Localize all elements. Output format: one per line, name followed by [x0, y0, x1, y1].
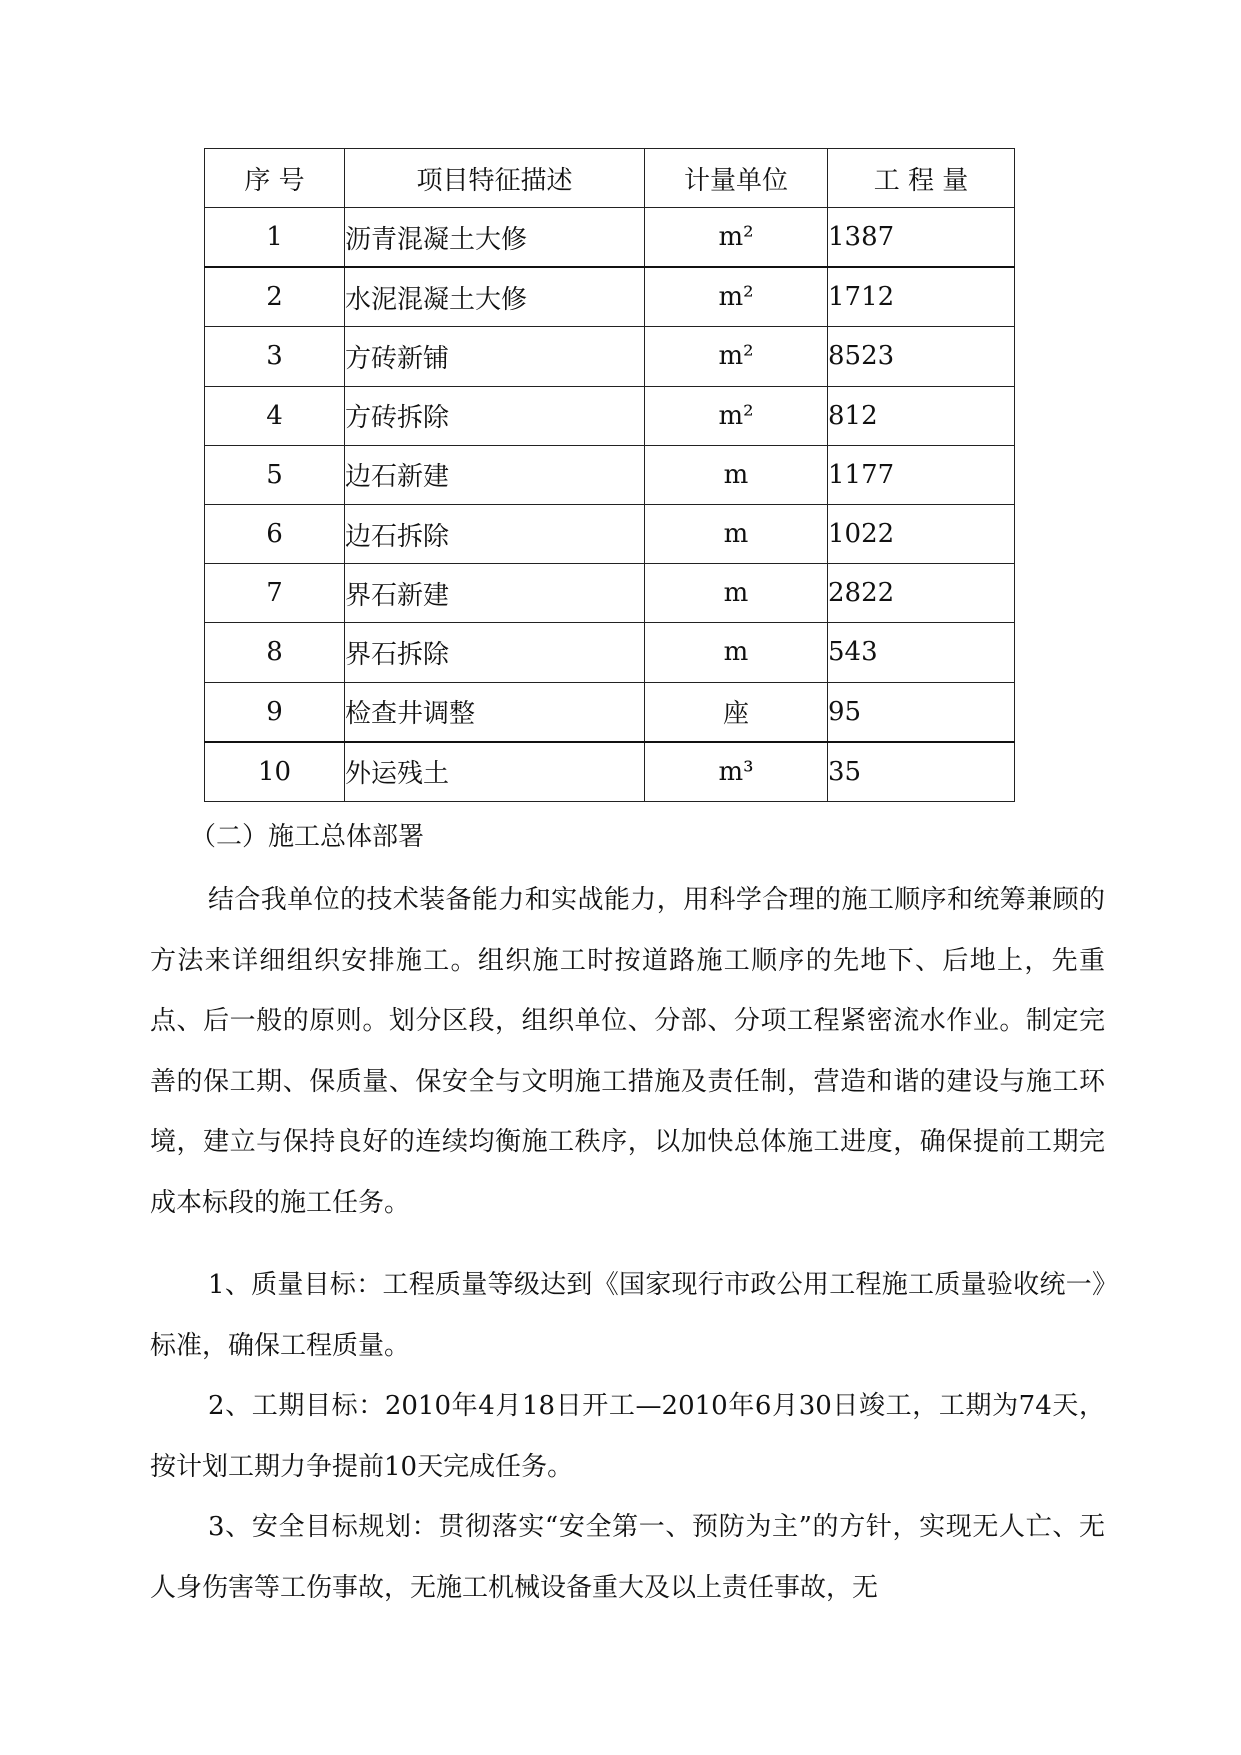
- cell-index: 5: [205, 445, 345, 504]
- header-description: 项目特征描述: [345, 149, 645, 208]
- table-row: [205, 208, 1015, 268]
- cell-unit: m²: [645, 327, 828, 386]
- cell-quantity: 2822: [828, 564, 1015, 623]
- cell-description: 水泥混凝土大修: [345, 267, 645, 327]
- table-row: [205, 742, 1015, 802]
- paragraph-deployment: 结合我单位的技术装备能力和实战能力，用科学合理的施工顺序和统筹兼顾的方法来详细组织安排施工。组织施工时按道路施工顺序的先地下、后地上，先重点、后一般的原则。划分区段，组织单位、分部、分项工程紧密流水作业。制定完善的保工期、保质量、保安全与文明施工措施及责任制，营造和谐的建设与施工环境，建立与保持良好的连续均衡施工秩序，以加快总体施工进度，确保提前工期完成本标段的施工任务。: [150, 885, 1105, 1218]
- cell-unit: m: [645, 623, 828, 682]
- table-row: [205, 327, 1015, 386]
- cell-description: 沥青混凝土大修: [345, 208, 645, 268]
- table-row: [205, 682, 1015, 742]
- paragraph-schedule-goal: 2、工期目标：2010年4月18日开工—2010年6月30日竣工，工期为74天，按计划工期力争提前10天完成任务。: [150, 1391, 1105, 1482]
- cell-unit: 座: [645, 682, 828, 742]
- table-row: [205, 564, 1015, 623]
- cell-unit: m²: [645, 267, 828, 327]
- table-row: [205, 386, 1015, 445]
- cell-unit: m²: [645, 208, 828, 268]
- cell-unit: m: [645, 564, 828, 623]
- table-row: [205, 445, 1015, 504]
- cell-description: 界石新建: [345, 564, 645, 623]
- cell-quantity: 95: [828, 682, 1015, 742]
- cell-quantity: 543: [828, 623, 1015, 682]
- quantity-table: [204, 148, 1015, 802]
- cell-index: 3: [205, 327, 345, 386]
- cell-quantity: 1177: [828, 445, 1015, 504]
- cell-description: 边石新建: [345, 445, 645, 504]
- cell-index: 9: [205, 682, 345, 742]
- header-index: 序 号: [205, 149, 345, 208]
- cell-description: 方砖新铺: [345, 327, 645, 386]
- paragraph-safety-goal: 3、安全目标规划：贯彻落实“安全第一、预防为主”的方针，实现无人亡、无人身伤害等工伤事故，无施工机械设备重大及以上责任事故，无: [150, 1512, 1105, 1603]
- cell-quantity: 1712: [828, 267, 1015, 327]
- table-row: [205, 267, 1015, 327]
- table-row: [205, 623, 1015, 682]
- cell-index: 10: [205, 742, 345, 802]
- cell-quantity: 1022: [828, 504, 1015, 563]
- cell-quantity: 1387: [828, 208, 1015, 268]
- cell-index: 8: [205, 623, 345, 682]
- table-row: [205, 504, 1015, 563]
- section-heading: （二）施工总体部署: [190, 822, 425, 852]
- cell-description: 外运残土: [345, 742, 645, 802]
- header-quantity: 工 程 量: [828, 149, 1015, 208]
- cell-index: 7: [205, 564, 345, 623]
- cell-description: 界石拆除: [345, 623, 645, 682]
- cell-index: 6: [205, 504, 345, 563]
- cell-index: 4: [205, 386, 345, 445]
- cell-quantity: 812: [828, 386, 1015, 445]
- cell-description: 边石拆除: [345, 504, 645, 563]
- cell-index: 1: [205, 208, 345, 268]
- cell-unit: m: [645, 445, 828, 504]
- cell-unit: m²: [645, 386, 828, 445]
- header-unit: 计量单位: [645, 149, 828, 208]
- cell-description: 检查井调整: [345, 682, 645, 742]
- paragraph-quality-goal: 1、质量目标：工程质量等级达到《国家现行市政公用工程施工质量验收统一》标准，确保工程质量。: [150, 1270, 1105, 1361]
- cell-quantity: 8523: [828, 327, 1015, 386]
- cell-description: 方砖拆除: [345, 386, 645, 445]
- cell-quantity: 35: [828, 742, 1015, 802]
- table-header-row: [205, 149, 1015, 208]
- cell-index: 2: [205, 267, 345, 327]
- cell-unit: m: [645, 504, 828, 563]
- cell-unit: m³: [645, 742, 828, 802]
